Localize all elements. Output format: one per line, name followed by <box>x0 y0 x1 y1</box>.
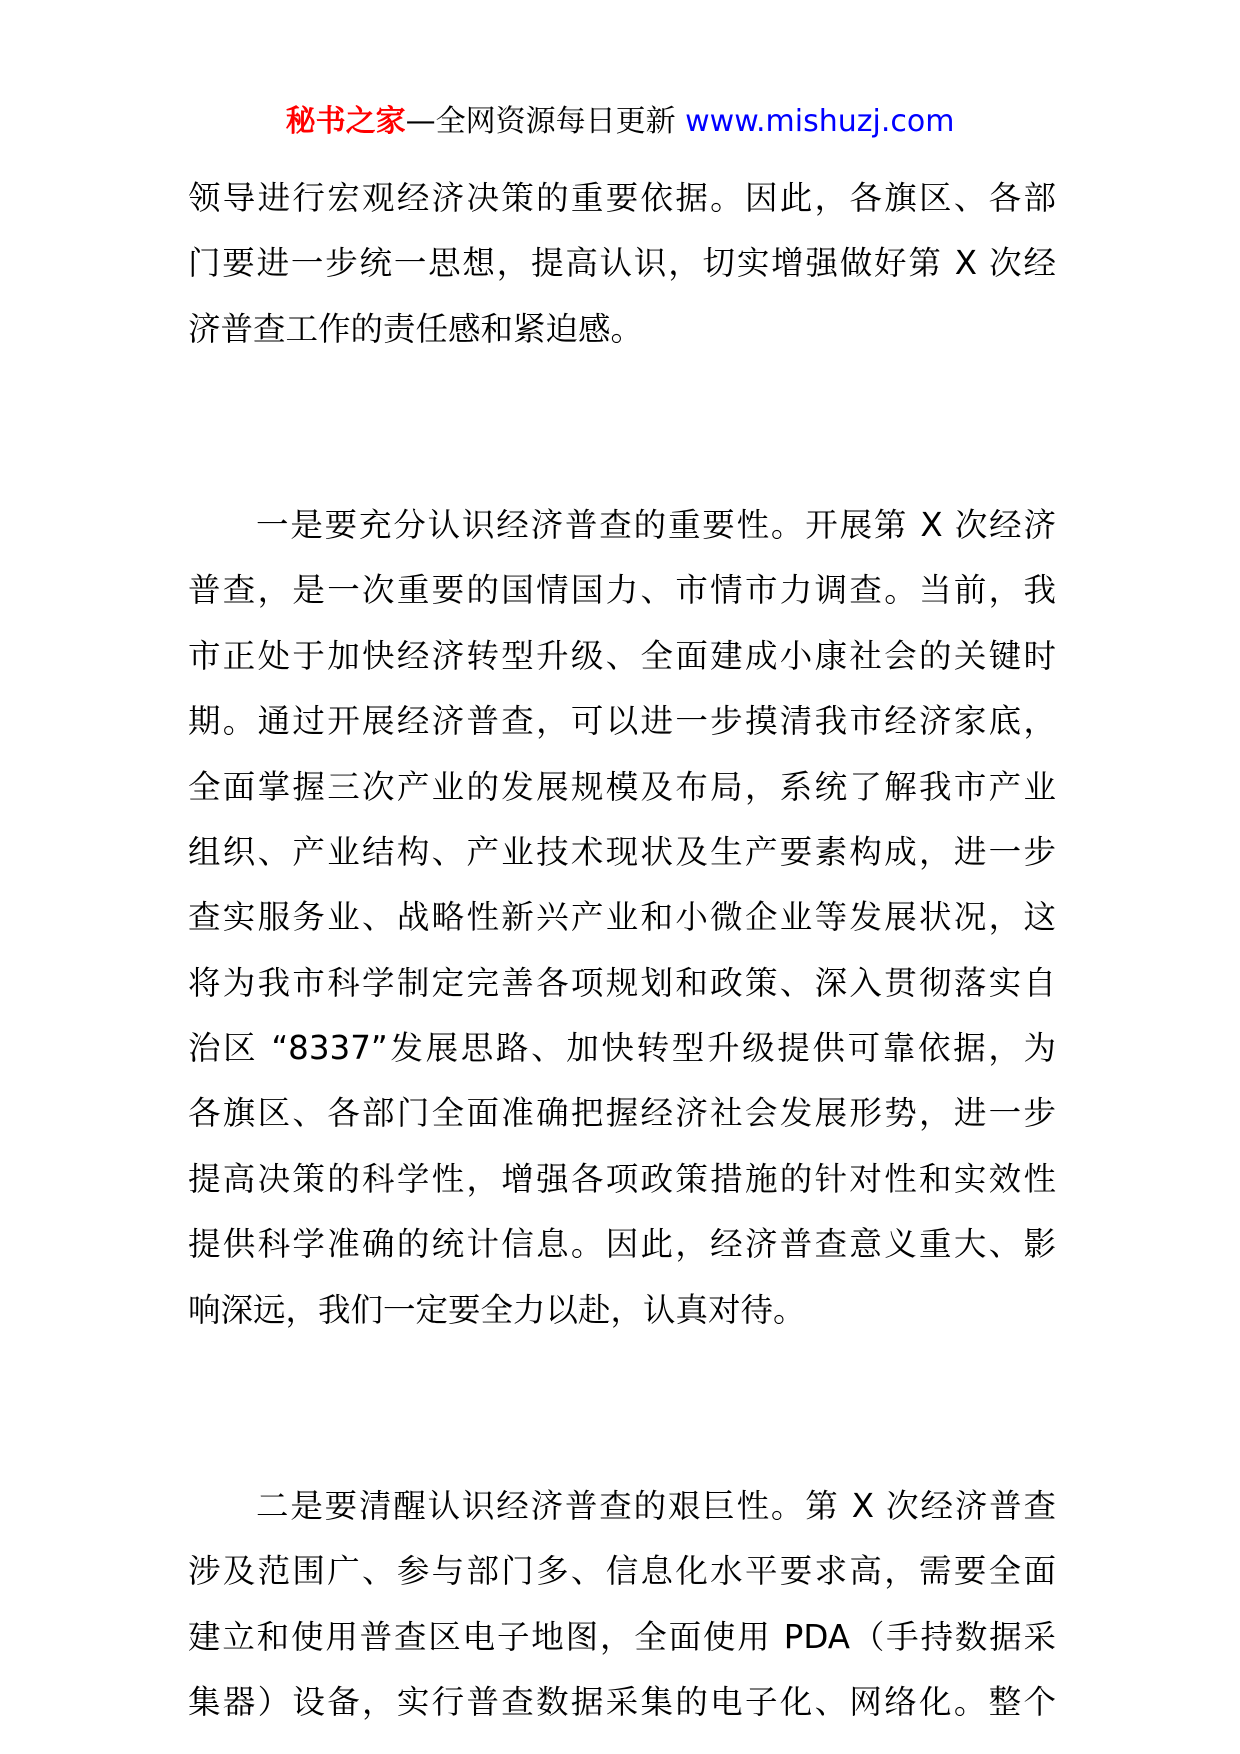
text-line: 普查，是一次重要的国情国力、市情市力调查。当前，我 <box>188 571 1056 610</box>
paragraph <box>188 493 1056 1343</box>
text-line: 响深远，我们一定要全力以赴，认真对待。 <box>188 1290 806 1329</box>
site-url-link[interactable]: www.mishuzj.com <box>685 104 955 139</box>
text-line: 建立和使用普查区电子地图，全面使用 PDA（手持数据采 <box>188 1617 1056 1656</box>
page-header <box>0 102 1240 142</box>
text-line: 提高决策的科学性，增强各项政策措施的针对性和实效性 <box>188 1159 1056 1198</box>
text-line: 济普查工作的责任感和紧迫感。 <box>188 309 644 348</box>
paragraph <box>188 1474 1056 1736</box>
text-line: 将为我市科学制定完善各项规划和政策、深入贯彻落实自 <box>188 963 1056 1002</box>
text-line: 提供科学准确的统计信息。因此，经济普查意义重大、影 <box>188 1225 1056 1264</box>
site-name: 秘书之家 <box>285 104 406 139</box>
site-tagline: —全网资源每日更新 <box>405 104 676 139</box>
text-line: 二是要清醒认识经济普查的艰巨性。第 X 次经济普查 <box>256 1486 1056 1525</box>
text-line: 一是要充分认识经济普查的重要性。开展第 X 次经济 <box>256 505 1056 544</box>
text-line: 集器）设备，实行普查数据采集的电子化、网络化。整个 <box>188 1683 1056 1722</box>
text-line: 治区 “8337”发展思路、加快转型升级提供可靠依据，为 <box>188 1029 1056 1068</box>
text-line: 组织、产业结构、产业技术现状及生产要素构成，进一步 <box>188 832 1056 871</box>
text-line: 涉及范围广、参与部门多、信息化水平要求高，需要全面 <box>188 1552 1056 1591</box>
text-line: 市正处于加快经济转型升级、全面建成小康社会的关键时 <box>188 636 1056 675</box>
text-line: 查实服务业、战略性新兴产业和小微企业等发展状况，这 <box>188 898 1056 937</box>
document-body <box>188 166 1056 1735</box>
paragraph <box>188 166 1056 362</box>
text-line: 期。通过开展经济普查，可以进一步摸清我市经济家底， <box>188 702 1056 741</box>
text-line: 领导进行宏观经济决策的重要依据。因此，各旗区、各部 <box>188 179 1056 217</box>
paragraph-spacer <box>188 1343 1056 1474</box>
text-line: 各旗区、各部门全面准确把握经济社会发展形势，进一步 <box>188 1094 1056 1133</box>
text-line: 全面掌握三次产业的发展规模及布局，系统了解我市产业 <box>188 767 1056 806</box>
paragraph-spacer <box>188 362 1056 493</box>
text-line: 门要进一步统一思想，提高认识，切实增强做好第 X 次经 <box>188 244 1056 283</box>
